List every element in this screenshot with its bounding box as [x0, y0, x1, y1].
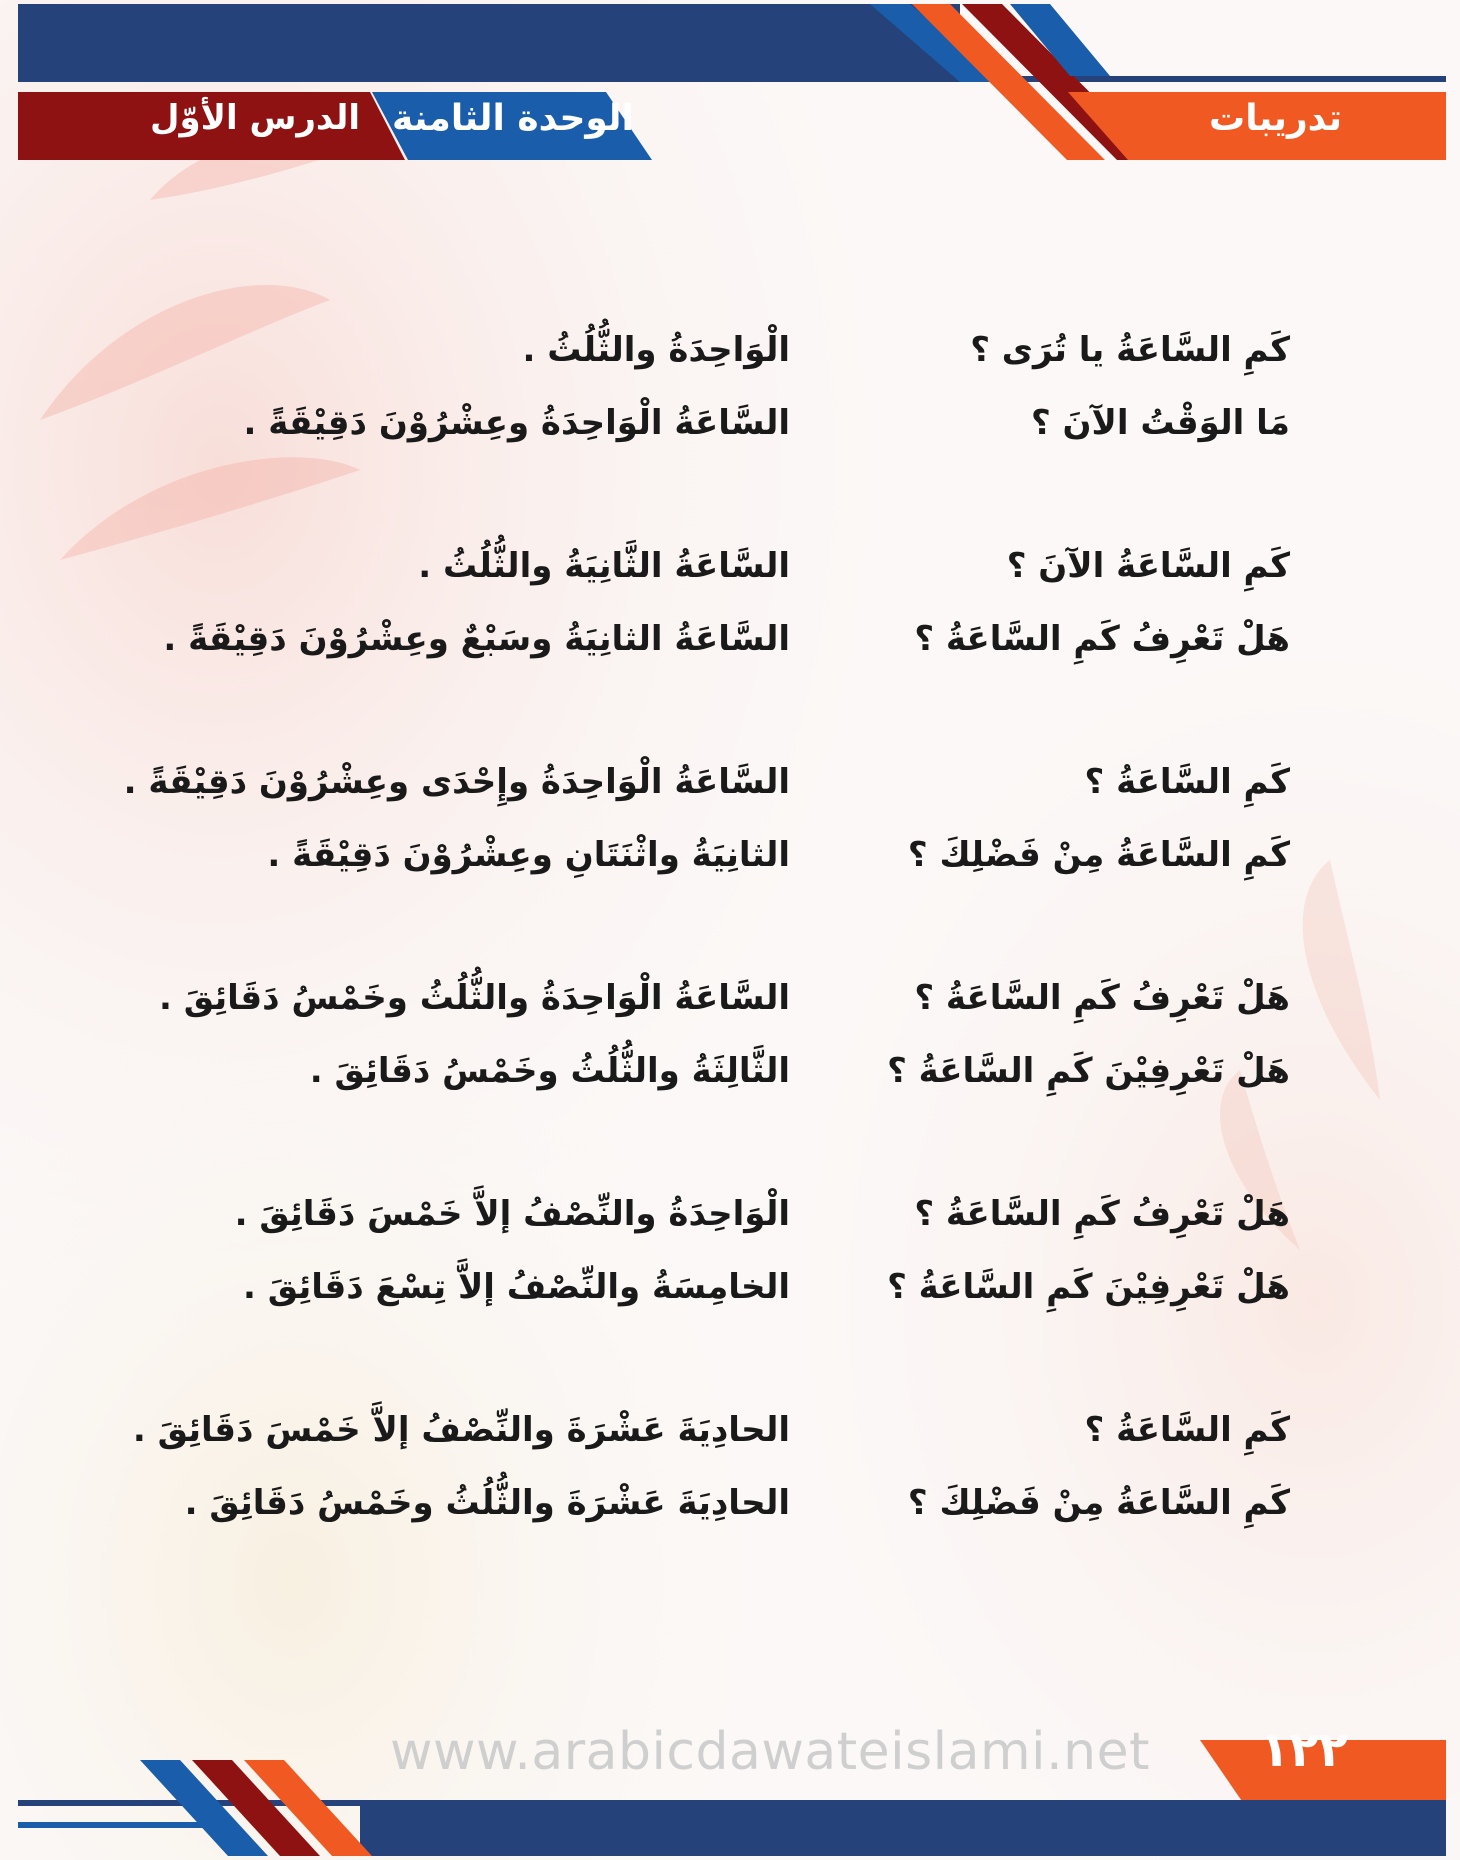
question-line: هَلْ تَعْرِفُ كَمِ السَّاعَةُ ؟ — [914, 978, 1290, 1018]
answer-line: السَّاعَةُ الْوَاحِدَةُ والثُّلُثُ وخَمْسُ دَقَائِقَ . — [158, 978, 790, 1018]
question-line: هَلْ تَعْرِفُ كَمِ السَّاعَةُ ؟ — [914, 1194, 1290, 1234]
page-header-band — [0, 0, 1460, 170]
exercise-pair — [0, 1380, 1460, 1530]
lesson-title: الدرس الأوّل — [150, 98, 360, 138]
question-line: كَمِ السَّاعَةُ مِنْ فَضْلِكَ ؟ — [907, 1483, 1290, 1523]
answer-line: الثانِيَةُ واثْنَتَانِ وعِشْرُوْنَ دَقِيْقَةً . — [267, 835, 790, 875]
answer-line: الْوَاحِدَةُ والنِّصْفُ إلاَّ خَمْسَ دَقَائِقَ . — [234, 1194, 790, 1234]
question-line: كَمِ السَّاعَةُ ؟ — [1084, 1410, 1290, 1450]
website-url[interactable]: www.arabicdawateislami.net — [390, 1722, 1150, 1782]
exercise-pair — [0, 732, 1460, 882]
answer-line: السَّاعَةُ الْوَاحِدَةُ وإِحْدَى وعِشْرُوْنَ دَقِيْقَةً . — [123, 762, 790, 802]
question-line: هَلْ تَعْرِفِيْنَ كَمِ السَّاعَةُ ؟ — [887, 1051, 1290, 1091]
answer-line: الْوَاحِدَةُ والثُّلُثُ . — [522, 330, 790, 370]
question-line: كَمِ السَّاعَةُ الآنَ ؟ — [1006, 546, 1290, 586]
question-line: هَلْ تَعْرِفِيْنَ كَمِ السَّاعَةُ ؟ — [887, 1267, 1290, 1307]
exercise-pair — [0, 1164, 1460, 1314]
answer-line: الحادِيَةَ عَشْرَةَ والثُّلُثُ وخَمْسُ دَقَائِقَ . — [184, 1483, 790, 1523]
exercise-pair — [0, 300, 1460, 450]
answer-line: الحادِيَةَ عَشْرَةَ والنِّصْفُ إلاَّ خَمْسَ دَقَائِقَ . — [132, 1410, 790, 1450]
answer-line: الخامِسَةُ والنِّصْفُ إلاَّ تِسْعَ دَقَائِقَ . — [243, 1267, 790, 1307]
exercise-pair — [0, 948, 1460, 1098]
question-line: هَلْ تَعْرِفُ كَمِ السَّاعَةُ ؟ — [914, 619, 1290, 659]
answer-line: السَّاعَةُ الْوَاحِدَةُ وعِشْرُوْنَ دَقِيْقَةً . — [243, 403, 790, 443]
unit-title: الوحدة الثامنة — [392, 98, 634, 139]
question-line: كَمِ السَّاعَةُ يا تُرَى ؟ — [970, 330, 1290, 370]
answer-line: الثَّالِثَةُ والثُّلُثُ وخَمْسُ دَقَائِقَ . — [309, 1051, 790, 1091]
question-line: مَا الوَقْتُ الآنَ ؟ — [1030, 403, 1290, 443]
question-line: كَمِ السَّاعَةُ مِنْ فَضْلِكَ ؟ — [907, 835, 1290, 875]
section-title: تدريبات — [1209, 98, 1342, 139]
exercise-pair — [0, 516, 1460, 666]
page-number: ١٢٢ — [1260, 1722, 1348, 1778]
question-line: كَمِ السَّاعَةُ ؟ — [1084, 762, 1290, 802]
answer-line: السَّاعَةُ الثانِيَةُ وسَبْعٌ وعِشْرُوْنَ دَقِيْقَةً . — [163, 619, 790, 659]
answer-line: السَّاعَةُ الثَّانِيَةُ والثُّلُثُ . — [418, 546, 790, 586]
